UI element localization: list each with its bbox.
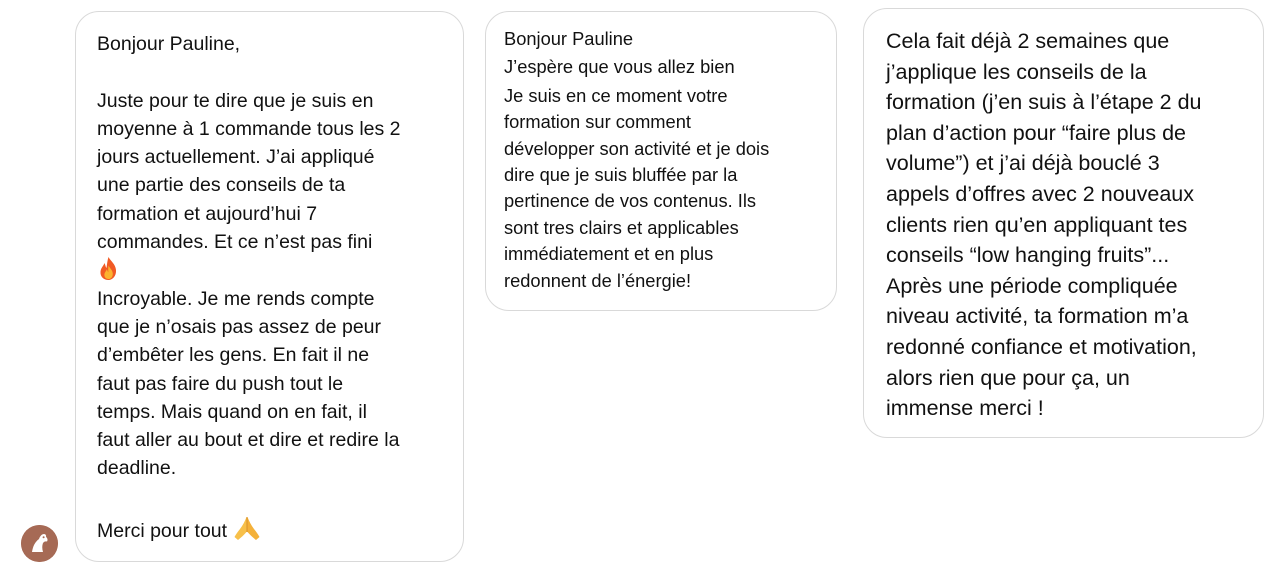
- folded-hands-emoji-icon: [233, 515, 261, 541]
- folded-hands-emoji: [233, 515, 261, 545]
- message-bubble-1: [75, 11, 464, 562]
- message-spacer: [97, 483, 449, 511]
- message-paragraph: Cela fait déjà 2 semaines que j’applique les conseils de la formation (j’en suis à l’étape 2 du plan d’action pour “faire plus de volume”) et j’ai déjà bouclé 3 appels d’offres avec 2 nouveaux clients rien qu’en appliquant tes conseils “low hanging fruits”... Après une période compliquée niveau activité, ta formation m’a redonné confiance et motivation, alors rien que pour ça, un immense merci !: [886, 29, 1202, 421]
- avatar[interactable]: [21, 525, 58, 562]
- message-greeting: Bonjour Pauline: [504, 28, 634, 49]
- message-bubble-2: [485, 11, 837, 311]
- message-paragraph: Juste pour te dire que je suis en moyenne à 1 commande tous les 2 jours actuellement. J’ai appliqué une partie des conseils de ta formation et aujourd’hui 7 commandes. Et ce n’est pas fini: [97, 89, 401, 254]
- fire-emoji-icon: [97, 256, 120, 281]
- message-line: J’espère que vous allez bien: [504, 56, 735, 78]
- message-closing: Merci pour tout: [97, 520, 228, 543]
- message-closing-line: [97, 515, 449, 545]
- message-paragraph: Je suis en ce moment votre formation sur comment développer son activité et je dois dire que je suis bluffée par la pertinence de vos contenus. Ils sont tres clairs et applicables immédiatement et en plus redonnent de l’énergie!: [504, 84, 770, 291]
- message-greeting: Bonjour Pauline,: [97, 33, 241, 55]
- fire-emoji-line: [97, 256, 449, 284]
- message-spacer: [97, 58, 449, 86]
- message-paragraph: Incroyable. Je me rends compte que je n’osais pas assez de peur d’embêter les gens. En fait il ne faut pas faire du push tout le temps. Mais quand on en fait, il faut aller au bout et dire et redire la deadline.: [97, 287, 400, 480]
- horse-avatar-icon: [21, 525, 58, 562]
- message-bubble-3: [863, 8, 1264, 438]
